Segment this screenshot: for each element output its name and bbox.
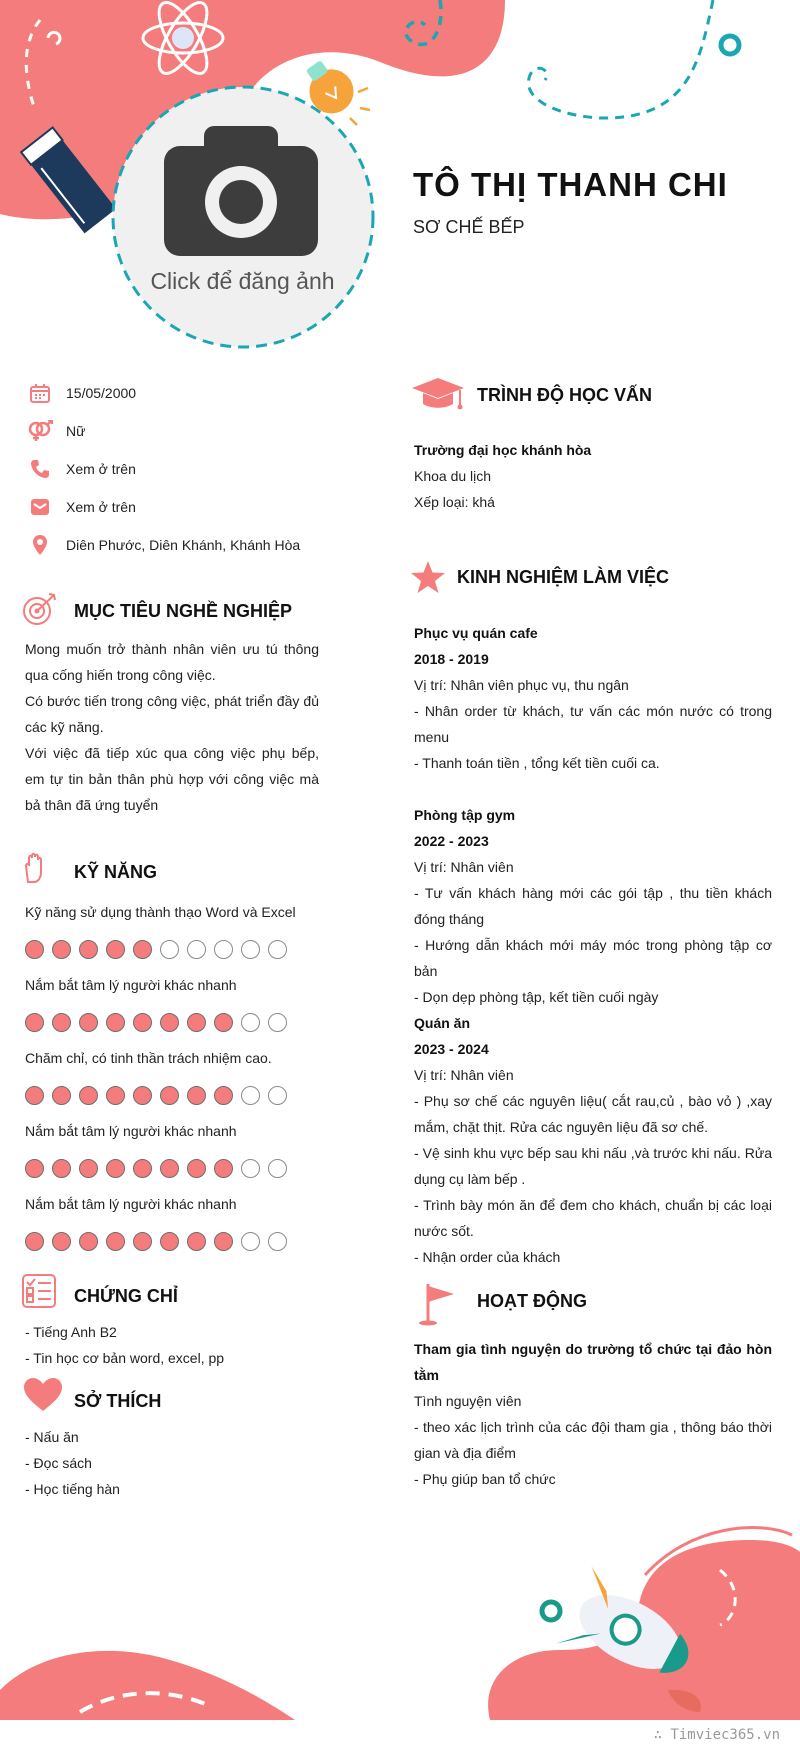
rating-dot-filled — [160, 1086, 179, 1105]
rating-dot-filled — [79, 1013, 98, 1032]
rating-dot-empty — [241, 1013, 260, 1032]
hobby-item: - Học tiếng hàn — [25, 1481, 120, 1497]
rating-dot-empty — [268, 1013, 287, 1032]
rating-dot-filled — [133, 1159, 152, 1178]
job-company: Quán ăn — [414, 1015, 471, 1031]
rating-dot-empty — [241, 1086, 260, 1105]
phone-value: Xem ở trên — [66, 461, 136, 477]
objective-line: Mong muốn trở thành nhân viên ưu tú thông qua cống hiến trong công việc. — [25, 641, 319, 683]
education-grade: Xếp loại: khá — [414, 494, 495, 510]
rating-dot-filled — [160, 1232, 179, 1251]
experience-title: KINH NGHIỆM LÀM VIỆC — [457, 567, 670, 587]
contact-address — [24, 532, 300, 558]
phone-icon — [24, 456, 56, 482]
rating-dot-filled — [52, 1086, 71, 1105]
rating-dot-filled — [133, 940, 152, 959]
calendar-icon — [24, 380, 56, 406]
contact-email — [24, 494, 136, 520]
rating-dot-filled — [79, 940, 98, 959]
rating-dot-filled — [214, 1159, 233, 1178]
rating-dot-empty — [187, 940, 206, 959]
activity-name: Tham gia tình nguyện do trường tổ chức tại đảo hòn tằm — [414, 1341, 772, 1383]
raised-hand-icon — [22, 852, 48, 884]
rating-dot-filled — [25, 940, 44, 959]
job-duty: - Tư vấn khách hàng mới các gói tập , thu tiền khách đóng tháng — [414, 885, 772, 927]
objective-title: MỤC TIÊU NGHỀ NGHIỆP — [74, 601, 293, 621]
rating-dot-filled — [25, 1159, 44, 1178]
activity-details — [414, 1336, 772, 1492]
flag-icon — [416, 1282, 458, 1326]
job-duty: - Nhận order của khách — [414, 1249, 561, 1265]
activity-role: Tình nguyện viên — [414, 1393, 522, 1409]
objective-line: Có bước tiến trong công việc, phát triển đầy đủ các kỹ năng. — [25, 693, 319, 735]
gender-value: Nữ — [66, 423, 86, 439]
rating-dot-filled — [187, 1159, 206, 1178]
certificate-item: - Tin học cơ bản word, excel, pp — [25, 1350, 225, 1366]
skill-rating — [25, 1159, 287, 1178]
email-icon — [24, 494, 56, 520]
objective-line: Với việc đã tiếp xúc qua công việc phụ bếp, em tự tin bản thân phù hợp với công việc mà bả thân đã ứng tuyển — [25, 745, 319, 813]
rating-dot-filled — [187, 1086, 206, 1105]
skill-rating — [25, 1013, 287, 1032]
experience-job — [414, 620, 772, 776]
rating-dot-filled — [106, 940, 125, 959]
job-duty: - Nhân order từ khách, tư vấn các món nước có trong menu — [414, 703, 772, 745]
job-duty: - Vệ sinh khu vực bếp sau khi nấu ,và trước khi nấu. Rửa dụng cụ làm bếp . — [414, 1145, 772, 1187]
contact-phone — [24, 456, 136, 482]
hobbies-title: SỞ THÍCH — [74, 1391, 162, 1411]
rating-dot-filled — [25, 1086, 44, 1105]
objective-text — [25, 636, 319, 818]
skill-name: Nắm bắt tâm lý người khác nhanh — [25, 1123, 237, 1139]
rating-dot-filled — [160, 1159, 179, 1178]
rating-dot-empty — [268, 940, 287, 959]
rating-dot-empty — [160, 940, 179, 959]
rating-dot-filled — [187, 1013, 206, 1032]
job-company: Phục vụ quán cafe — [414, 625, 538, 641]
job-company: Phòng tập gym — [414, 807, 516, 823]
job-position: Vị trí: Nhân viên — [414, 1067, 514, 1083]
graduation-cap-icon — [411, 376, 465, 412]
rating-dot-filled — [106, 1013, 125, 1032]
certificate-item: - Tiếng Anh B2 — [25, 1324, 117, 1340]
job-title: SƠ CHẾ BẾP — [413, 217, 525, 237]
rating-dot-filled — [106, 1232, 125, 1251]
rating-dot-filled — [25, 1232, 44, 1251]
skill-name: Nắm bắt tâm lý người khác nhanh — [25, 977, 237, 993]
contact-birthday — [24, 380, 136, 406]
job-duty: - Hướng dẫn khách mới máy móc trong phòng tập cơ bản — [414, 937, 772, 979]
location-pin-icon — [24, 532, 56, 558]
target-icon — [22, 592, 58, 626]
activity-duty: - Phụ giúp ban tổ chức — [414, 1471, 556, 1487]
education-major: Khoa du lịch — [414, 468, 492, 484]
experience-job — [414, 802, 772, 1010]
hobbies-list — [25, 1424, 120, 1502]
job-duty: - Thanh toán tiền , tổng kết tiền cuối ca. — [414, 755, 660, 771]
skill-name: Kỹ năng sử dụng thành thạo Word và Excel — [25, 904, 296, 920]
rating-dot-filled — [52, 1232, 71, 1251]
upload-photo-label[interactable]: Click để đăng ảnh — [150, 268, 335, 294]
site-watermark: ∴ Timviec365.vn — [653, 1727, 780, 1743]
rating-dot-filled — [79, 1232, 98, 1251]
skill-name: Chăm chỉ, có tinh thần trách nhiệm cao. — [25, 1050, 272, 1066]
job-period: 2022 - 2023 — [414, 833, 489, 849]
job-duty: - Trình bày món ăn để đem cho khách, chuẩn bị các loại nước sốt. — [414, 1197, 772, 1239]
job-duty: - Dọn dẹp phòng tập, kết tiền cuối ngày — [414, 989, 659, 1005]
skills-title: KỸ NĂNG — [74, 862, 158, 882]
rating-dot-filled — [133, 1086, 152, 1105]
job-duty: - Phụ sơ chế các nguyên liệu( cắt rau,củ , bào vỏ ) ,xay mắm, chặt thịt. Rửa các nguyên liệu đã sơ chế. — [414, 1093, 772, 1135]
job-position: Vị trí: Nhân viên — [414, 859, 514, 875]
activity-duty: - theo xác lịch trình của các đội tham gia , thông báo thời gian và địa điểm — [414, 1419, 772, 1461]
rating-dot-filled — [79, 1159, 98, 1178]
rating-dot-filled — [106, 1159, 125, 1178]
rating-dot-empty — [268, 1159, 287, 1178]
rating-dot-filled — [160, 1013, 179, 1032]
rating-dot-filled — [52, 1013, 71, 1032]
rating-dot-filled — [214, 1086, 233, 1105]
skill-rating — [25, 940, 287, 959]
rating-dot-filled — [79, 1086, 98, 1105]
job-position: Vị trí: Nhân viên phục vụ, thu ngân — [414, 677, 629, 693]
gender-icon — [24, 418, 56, 444]
rating-dot-empty — [214, 940, 233, 959]
rating-dot-filled — [214, 1013, 233, 1032]
candidate-name: TÔ THỊ THANH CHI — [413, 166, 728, 203]
education-details — [414, 437, 772, 515]
star-icon — [410, 560, 446, 594]
skill-name: Nắm bắt tâm lý người khác nhanh — [25, 1196, 237, 1212]
rating-dot-filled — [52, 940, 71, 959]
hobby-item: - Đọc sách — [25, 1455, 92, 1471]
address-value: Diên Phước, Diên Khánh, Khánh Hòa — [66, 537, 301, 553]
skill-rating — [25, 1232, 287, 1251]
rating-dot-empty — [268, 1232, 287, 1251]
hobby-item: - Nấu ăn — [25, 1429, 79, 1445]
contact-gender — [24, 418, 85, 444]
rating-dot-filled — [214, 1232, 233, 1251]
rating-dot-empty — [241, 1232, 260, 1251]
school-name: Trường đại học khánh hòa — [414, 442, 592, 458]
rating-dot-filled — [133, 1232, 152, 1251]
heart-icon — [24, 1378, 62, 1412]
education-title: TRÌNH ĐỘ HỌC VẤN — [477, 385, 652, 405]
experience-job — [414, 1010, 772, 1270]
skill-rating — [25, 1086, 287, 1105]
activities-title: HOẠT ĐỘNG — [477, 1291, 587, 1311]
rating-dot-filled — [25, 1013, 44, 1032]
rating-dot-filled — [187, 1232, 206, 1251]
job-period: 2018 - 2019 — [414, 651, 489, 667]
rating-dot-filled — [106, 1086, 125, 1105]
rating-dot-empty — [241, 1159, 260, 1178]
rating-dot-empty — [268, 1086, 287, 1105]
rating-dot-empty — [241, 940, 260, 959]
email-value: Xem ở trên — [66, 499, 136, 515]
job-period: 2023 - 2024 — [414, 1041, 489, 1057]
birthday-value: 15/05/2000 — [66, 385, 137, 401]
certificates-title: CHỨNG CHỈ — [74, 1286, 178, 1306]
rating-dot-filled — [52, 1159, 71, 1178]
certificates-list — [25, 1319, 224, 1371]
rating-dot-filled — [133, 1013, 152, 1032]
checklist-icon — [22, 1274, 56, 1308]
camera-icon[interactable] — [162, 126, 320, 258]
